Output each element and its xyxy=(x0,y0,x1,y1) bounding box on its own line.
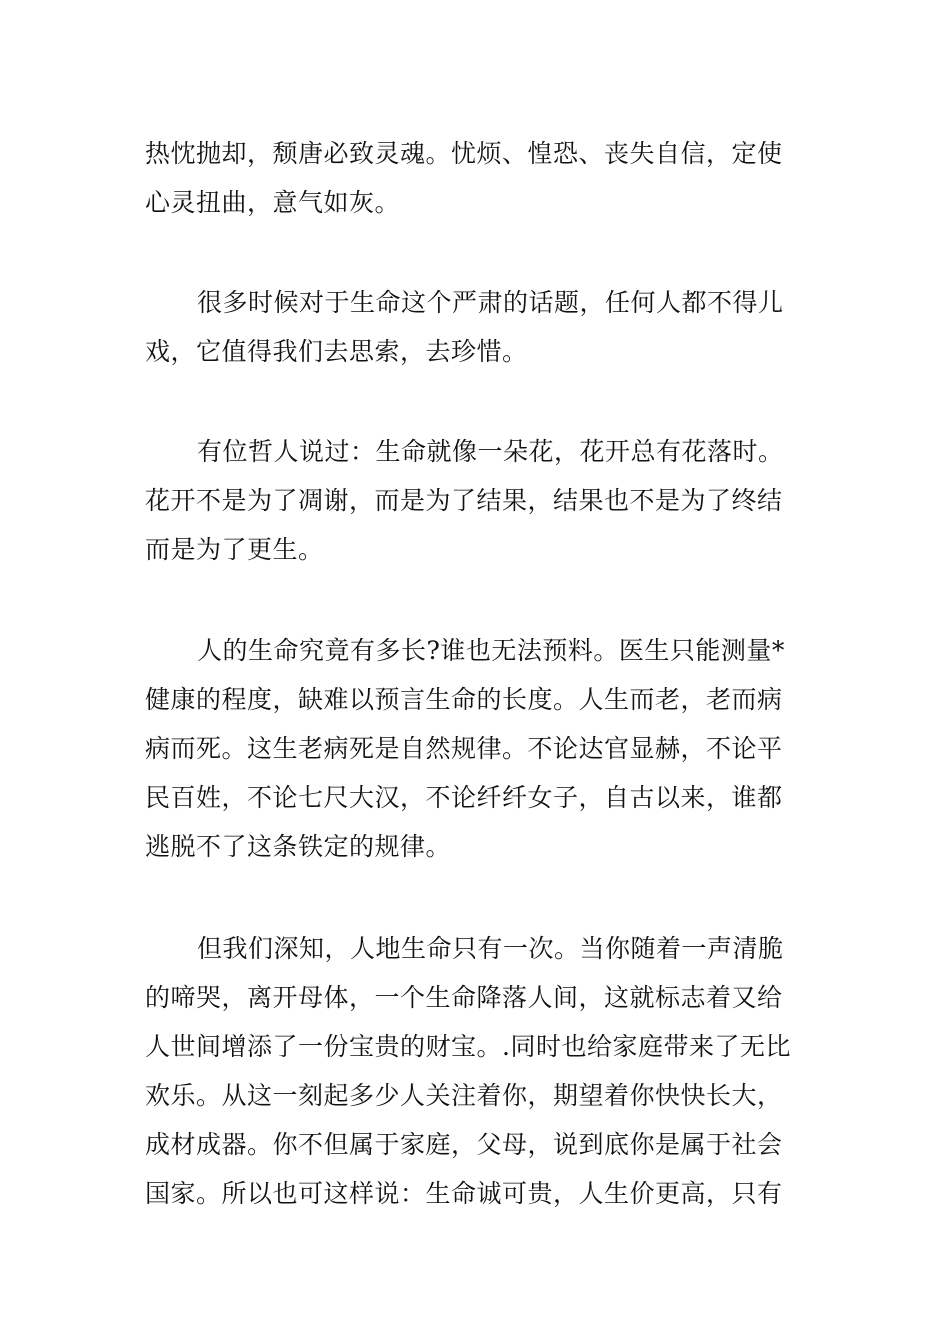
paragraph-line: 但我们深知，人地生命只有一次。当你随着一声清脆 xyxy=(197,934,784,963)
paragraph-line: 人的生命究竟有多长?谁也无法预料。医生只能测量* xyxy=(197,636,785,665)
paragraph-line: 有位哲人说过：生命就像一朵花，花开总有花落时。 xyxy=(197,437,784,466)
paragraph-line: 很多时候对于生命这个严肃的话题，任何人都不得儿 xyxy=(197,288,784,317)
paragraph-line: 的啼哭，离开母体，一个生命降落人间，这就标志着又给 xyxy=(145,983,783,1012)
paragraph-line: 人世间增添了一份宝贵的财宝。.同时也给家庭带来了无比 xyxy=(145,1032,791,1061)
paragraph-line: 而是为了更生。 xyxy=(145,535,324,564)
paragraph-2 xyxy=(145,278,810,376)
paragraph-line: 心灵扭曲，意气如灰。 xyxy=(145,188,401,217)
paragraph-line: 成材成器。你不但属于家庭，父母，说到底你是属于社会 xyxy=(145,1130,783,1159)
paragraph-1 xyxy=(145,129,810,227)
paragraph-line: 民百姓，不论七尺大汉，不论纤纤女子，自古以来，谁都 xyxy=(145,783,783,812)
paragraph-line: 戏，它值得我们去思索，去珍惜。 xyxy=(145,337,528,366)
paragraph-line: 逃脱不了这条铁定的规律。 xyxy=(145,832,452,861)
paragraph-line: 病而死。这生老病死是自然规律。不论达官显赫，不论平 xyxy=(145,734,783,763)
paragraph-line: 花开不是为了凋谢，而是为了结果，结果也不是为了终结 xyxy=(145,486,783,515)
paragraph-line: 欢乐。从这一刻起多少人关注着你，期望着你快快长大， xyxy=(145,1081,783,1110)
paragraph-4 xyxy=(145,626,810,871)
paragraph-5 xyxy=(145,924,810,1218)
paragraph-line: 健康的程度，缺难以预言生命的长度。人生而老，老而病 xyxy=(145,685,783,714)
paragraph-3 xyxy=(145,427,810,574)
paragraph-line: 国家。所以也可这样说：生命诚可贵，人生价更高，只有 xyxy=(145,1179,783,1208)
paragraph-line: 热忱抛却，颓唐必致灵魂。忧烦、惶恐、丧失自信，定使 xyxy=(145,139,783,168)
